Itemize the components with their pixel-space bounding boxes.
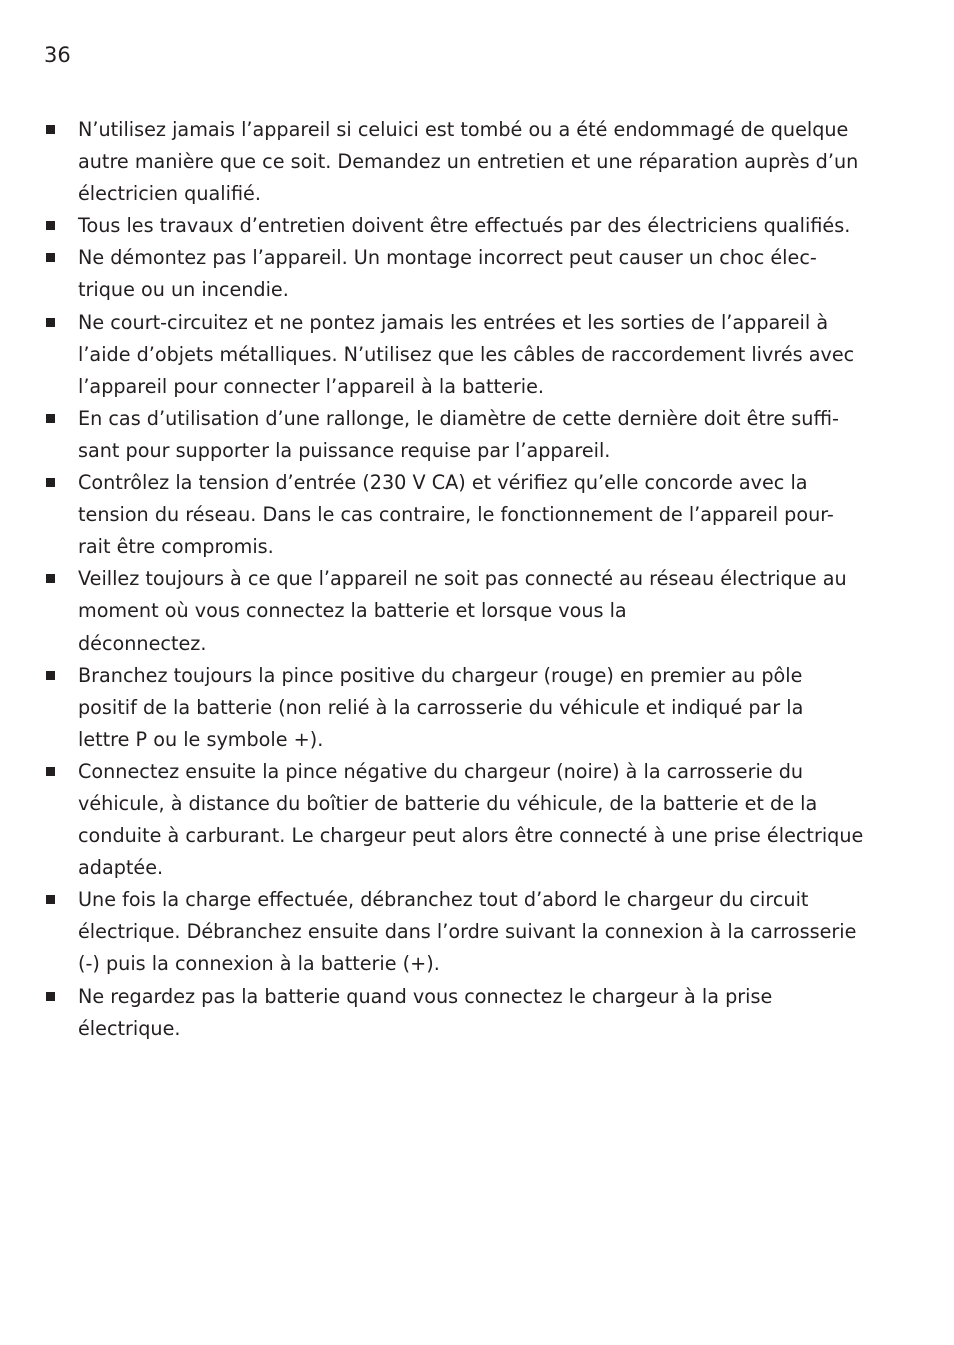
list-item [46,756,876,884]
list-item [46,210,876,242]
list-item [46,981,876,1045]
list-item [46,403,876,467]
item-text-line: Tous les travaux d’entretien doivent être effectués par des électriciens qualifiés. [78,214,851,238]
square-bullet-icon [46,253,55,262]
list-item [46,660,876,756]
item-text-line: l’appareil pour connecter l’appareil à la batterie. [78,374,544,398]
item-text-line: Ne démontez pas l’appareil. Un montage incorrect peut causer un choc élec- [78,246,817,270]
item-text-line: Une fois la charge effectuée, débranchez tout d’abord le chargeur du circuit [78,888,809,912]
item-text-line: électricien qualifié. [78,182,261,206]
item-text-line: En cas d’utilisation d’une rallonge, le diamètre de cette dernière doit être suffi- [78,406,839,430]
list-item [46,884,876,980]
square-bullet-icon [46,125,55,134]
safety-instructions-list [46,114,876,1045]
item-text-line: rait être compromis. [78,535,274,559]
item-text-line: moment où vous connectez la batterie et lorsque vous la [78,599,627,623]
item-text-line: électrique. [78,1016,181,1040]
item-text-line: sant pour supporter la puissance requise par l’appareil. [78,438,611,462]
list-item [46,242,876,306]
list-item [46,563,876,659]
square-bullet-icon [46,318,55,327]
square-bullet-icon [46,574,55,583]
item-text-line: Ne regardez pas la batterie quand vous connectez le chargeur à la prise [78,984,773,1008]
item-text-line: autre manière que ce soit. Demandez un entretien et une réparation auprès d’un [78,150,859,174]
item-text-line: adaptée. [78,856,164,880]
square-bullet-icon [46,767,55,776]
item-text-line: (-) puis la connexion à la batterie (+). [78,952,440,976]
list-item [46,307,876,403]
item-text-line: Branchez toujours la pince positive du chargeur (rouge) en premier au pôle [78,663,803,687]
item-text-line: véhicule, à distance du boîtier de batterie du véhicule, de la batterie et de la [78,791,818,815]
item-text-line: Connectez ensuite la pince négative du chargeur (noire) à la carrosserie du [78,759,804,783]
item-text-line: N’utilisez jamais l’appareil si celuici est tombé ou a été endommagé de quelque [78,118,849,141]
square-bullet-icon [46,895,55,904]
square-bullet-icon [46,478,55,487]
item-text-line: tension du réseau. Dans le cas contraire, le fonctionnement de l’appareil pour- [78,503,834,527]
item-text-line: électrique. Débranchez ensuite dans l’ordre suivant la connexion à la carrosserie [78,920,857,944]
item-text-line: déconnectez. [78,631,207,655]
item-text-line: l’aide d’objets métalliques. N’utilisez que les câbles de raccordement livrés avec [78,342,855,366]
square-bullet-icon [46,671,55,680]
item-text-line: Ne court-circuitez et ne pontez jamais les entrées et les sorties de l’appareil à [78,310,829,334]
item-text-line: Veillez toujours à ce que l’appareil ne soit pas connecté au réseau électrique au [78,567,847,591]
item-text-line: lettre P ou le symbole +). [78,727,324,751]
square-bullet-icon [46,221,55,230]
item-text-line: Contrôlez la tension d’entrée (230 V CA) et vérifiez qu’elle concorde avec la [78,471,808,495]
list-item [46,114,876,210]
item-text-line: positif de la batterie (non relié à la carrosserie du véhicule et indiqué par la [78,695,804,719]
square-bullet-icon [46,414,55,423]
page-number: 36 [44,43,71,67]
square-bullet-icon [46,992,55,1001]
list-item [46,467,876,563]
item-text-line: trique ou un incendie. [78,278,289,302]
item-text-line: conduite à carburant. Le chargeur peut alors être connecté à une prise électrique [78,824,864,848]
